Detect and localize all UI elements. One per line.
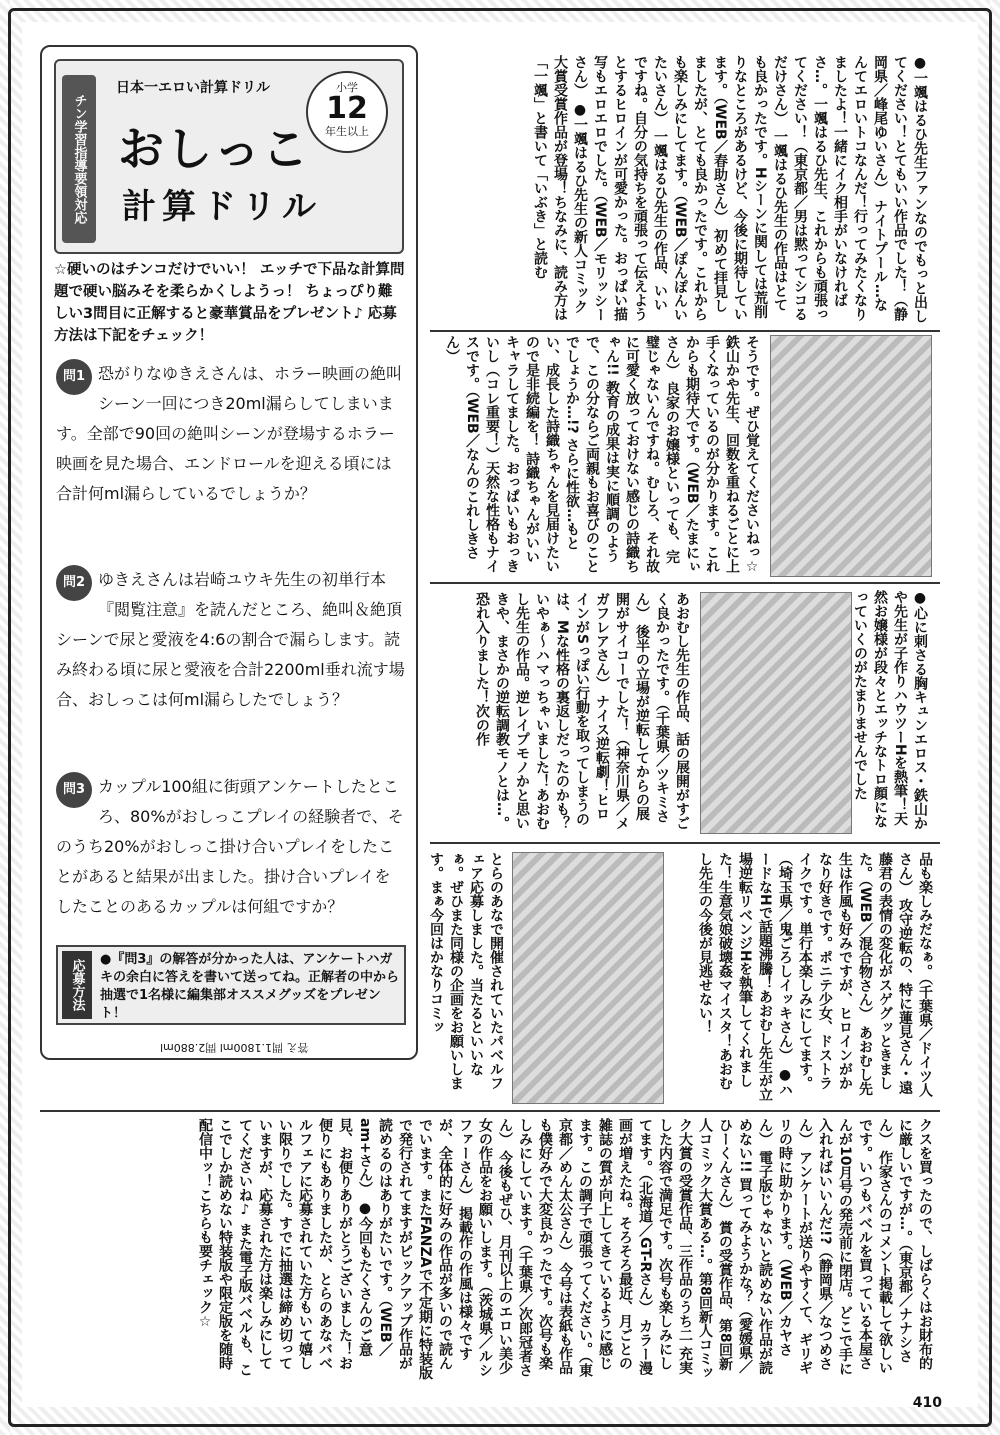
letters-row3 xyxy=(670,852,935,1102)
question-1 xyxy=(56,359,406,509)
manga-illustration-3 xyxy=(512,852,664,1104)
grade-top: 小学 xyxy=(336,81,358,94)
letter: いやぁ～ハマっちゃいました！あおむし先生の作品。逆レイプモノかと思いきや、まさかの逆転調教モノとは…。恐れ入りました！次の作 xyxy=(474,592,550,830)
letter: とらのあなで開催されていたパベルフェア応募しました。当たるといいなぁ。ぜひまた同様の企画をお願いします。まぁ今回はかなりコミッ xyxy=(428,852,504,1090)
question-number: 問3 xyxy=(56,772,92,808)
manga-illustration-2 xyxy=(700,592,852,834)
question-text: 恐がりなゆきえさんは、ホラー映画の絶叫シーン一回につき20ml漏らしてしまいます。全部で90回の絶叫シーンが登場するホラー映画を見た場合、エンドロールを迎える頃には合計何ml漏らしているでしょうか？ xyxy=(56,364,403,503)
drill-intro: ☆硬いのはチンコだけでいい！ エッチで下品な計算問題で硬い脳みそを柔らかくしようっ！ ちょっぴり難しい3問目に正解すると豪華賞品をプレゼント♪ 応募方法は下記をチェック！ xyxy=(54,262,405,344)
divider xyxy=(430,842,940,844)
letter: 攻守逆転の、特に蓮見さん・遠藤君の表情の変化がスゲグッときました。（WEB／混合物さん） xyxy=(857,852,913,1095)
letter: 電子版じゃないと読めない作品が読めない!! 買ってみようかな？（愛媛県／ひーくんさん） xyxy=(717,1118,773,1375)
letters-mid-editor xyxy=(852,590,930,830)
letter: 今後もぜひ、月刊以上のエロい美少女の作品をお願いします。（茨城県／ルシファーさん） xyxy=(457,1118,513,1377)
letters-row3-left xyxy=(428,852,506,1102)
letter: ●一颯はるひ先生の新人コミック大賞受賞作品が登場！ちなみに、読み方は「一颯」と書いて「いぶき」と読む xyxy=(532,55,588,321)
divider xyxy=(430,330,940,332)
letters-row2 xyxy=(432,592,692,832)
letter: 初めて拝見しましたが、とても良かったです。これからも楽しみにしてます。（WEB／ぽんぽんいたいさん） xyxy=(652,55,728,322)
letter: あおむし先生は作風も好みですが、ヒロインがかなり好きです。ポニテ少女、ドストライクです。単行本楽しみにしてます。（埼玉県／鬼ごろしイッキさん） xyxy=(777,852,873,1096)
letter: 一颯はるひ先生の作品、いいですね。自分の気持ちを頑張って伝えようとするヒロインが可愛かった。おっぱい描写もエロエロでした。（WEB／モリッシーさん） xyxy=(572,55,668,322)
letter: カラー漫画が増えたね。そろそろ最近、月ごとの雑誌の質が向上してきているように感じます。この調子で頑張ってください。（東京都／めん太公さん） xyxy=(557,1118,653,1377)
page-number: 410 xyxy=(912,1395,942,1411)
divider xyxy=(430,582,940,584)
apply-box xyxy=(56,945,406,1025)
letter: そうです。ぜひ覚えてくださいねっ☆ xyxy=(744,335,760,575)
letter: ナイス逆転劇！ヒロインがSっぽい行動を取ってしまうのは、Mな性格の裏返しだったのかも？ xyxy=(554,592,610,830)
apply-tag: 応募方法 xyxy=(62,951,92,1019)
letter: 賞の受賞作品、第8回新人コミック大賞ある…。第8回新人コミック大賞の受賞作品、三作品のうち二 xyxy=(677,1118,733,1380)
letter: 掲載作の作風は様々ですが、全体的に好みの作品が多いので読んでいます。またFANZAで不定期に特装版で発行されてますがピックアップ作品が読めるのはありがたいです。（WEB／am+さん） xyxy=(357,1118,473,1380)
letter: ●一颯はるひ先生ファンなのでもっと出してください！とてもいい作品でした！（静岡県／峰尾ゆいさん） xyxy=(872,55,928,323)
letter: ●ハードなHで話題沸騰！あおむし先生が立場逆転リベンジHを執筆してくれました！生意気娘破壊姦マイスタ！あおむし先生の今後が見逃せない！ xyxy=(697,852,793,1102)
side-tag: チン学習指導要領対応 xyxy=(62,75,96,243)
drill-header xyxy=(54,59,404,254)
letters-bottom xyxy=(45,1118,935,1383)
letters-top xyxy=(460,55,930,325)
letter: ナイトプール…なんてエロいトコなんだ！行ってみたくなりましたよ！一緒にイク相手がいなければさ…。一颯はるひ先生、これからも頑張ってください！（東京都／男は黙ってシコるだけさん） xyxy=(772,55,888,321)
question-number: 問1 xyxy=(56,359,92,395)
question-3 xyxy=(56,772,406,922)
drill-title-2: 計算ドリル xyxy=(122,187,322,227)
question-2 xyxy=(56,565,406,715)
question-text: ゆきえさんは岩崎ユウキ先生の初単行本『閲覧注意』を読んだところ、絶叫＆絶頂シーンで尿と愛液を4:6の割合で漏らします。読み終わる頃に尿と愛液を合計2200ml垂れ流す場合、おしっこは何ml漏らしたでしょう？ xyxy=(56,570,405,709)
letter: 詩織ちゃんがいいキャラしてました。おっぱいもおっきいし（コレ重要！）天然な性格もナイスです。（WEB／なんのこれしきさん） xyxy=(444,335,540,573)
letter: あおむし先生の作品、話の展開がすごく良かったです。（千葉県／ツキミさん） xyxy=(634,592,690,830)
apply-text: ●『問3』の解答が分かった人は、アンケートハガキの余白に答えを書いて送ってね。正解者の中から抽選で1名様に編集部オススメグッズをプレゼント！ xyxy=(100,952,400,1021)
letter: 鉄山かや先生、回数を重ねるごとに上手くなっているのが分かります。これからも期待大です。（WEB／たまにぃさん） xyxy=(664,335,740,574)
letter: クスを買ったので、しばらくはお財布的に厳しいですが…。（東京都／ナナシさん） xyxy=(877,1118,933,1370)
divider xyxy=(40,1110,940,1112)
editor-note: ●今回もたくさんのご意見、お便りありがとうございました！お便りにもありましたが、とらのあなバベルフェアに応募されていた方もいて嬉しい限りでした。すでに抽選は締め切っていますが、応募された方は楽しみにしててくださいね♪ また電子版バベルも、ここでしか読めない特装版や限定版を随時配信中ッ！こちらも要チェック☆ xyxy=(197,1118,373,1377)
letter: 一颯はるひ先生の作品はとても良かったです。Hシーンに関しては荒削りなところがあるけど、今後に期待しています。（WEB／春助さん） xyxy=(712,55,788,321)
letter: 充実した内容で満足です。次号も楽しみにしてます。（北海道／GT-Rさん） xyxy=(637,1118,693,1375)
question-number: 問2 xyxy=(56,565,92,601)
letter: 良家のお嬢様といっても、完璧じゃないんですね。むしろ、それ故に可愛く放っておけない感じの詩織ちゃん!! 教育の成果は実に順調のようで、この分ならご両親もお喜びのことでしょうか…!? さらに性欲…もとい、成長した詩織ちゃんを見届けたいので是非続編を！ xyxy=(524,335,680,573)
manga-illustration-1 xyxy=(770,335,932,577)
letter: 品も楽しみだなぁ。（千葉県／ドイツ人さん） xyxy=(897,852,933,1097)
calculation-drill-panel xyxy=(40,45,418,1060)
letters-mid xyxy=(432,335,762,575)
drill-subtitle: 日本一エロい計算ドリル xyxy=(116,80,270,96)
question-text: カップル100組に街頭アンケートしたところ、80%がおしっこプレイの経験者で、そのうち20%がおしっこ掛け合いプレイをしたことがあると結果が出ました。掛け合いプレイをしたことのあるカップルは何組ですか？ xyxy=(56,777,404,916)
answer-upside-down: 答え 問1.1800ml 問2.880ml xyxy=(160,1041,309,1054)
letter: 作家さんのコメント掲載して欲しいです。いつもバベルを買っている本屋さんが10月号の発売前に閉店。どこで手に入れればいいんだ!?（静岡県／なつめさん） xyxy=(797,1118,893,1376)
letter: 後半の立場が逆転してからの展開がサイコーでした！（神奈川県／メガフレアさん） xyxy=(594,592,650,830)
grade-badge xyxy=(306,71,388,153)
grade-number: 12 xyxy=(326,91,368,126)
letter: 今号は表紙も作品も僕好みで大変良かったです。次号も楽しみにしています。（千葉県／次郎冠者さん） xyxy=(497,1118,573,1377)
letter: アンケートが送りやすくて、ギリギリの時に助かります。（WEB／カヤさん） xyxy=(757,1118,813,1375)
drill-title: おしっこ xyxy=(118,122,310,176)
grade-bottom: 年生以上 xyxy=(325,125,369,138)
editor-note: ●心に刺さる胸キュンエロス・鉄山かや先生が子作りハウツーHを熱筆！天然お嬢様が段々とエッチなトロ顔になっていくのがたまりませんでした xyxy=(852,590,928,830)
